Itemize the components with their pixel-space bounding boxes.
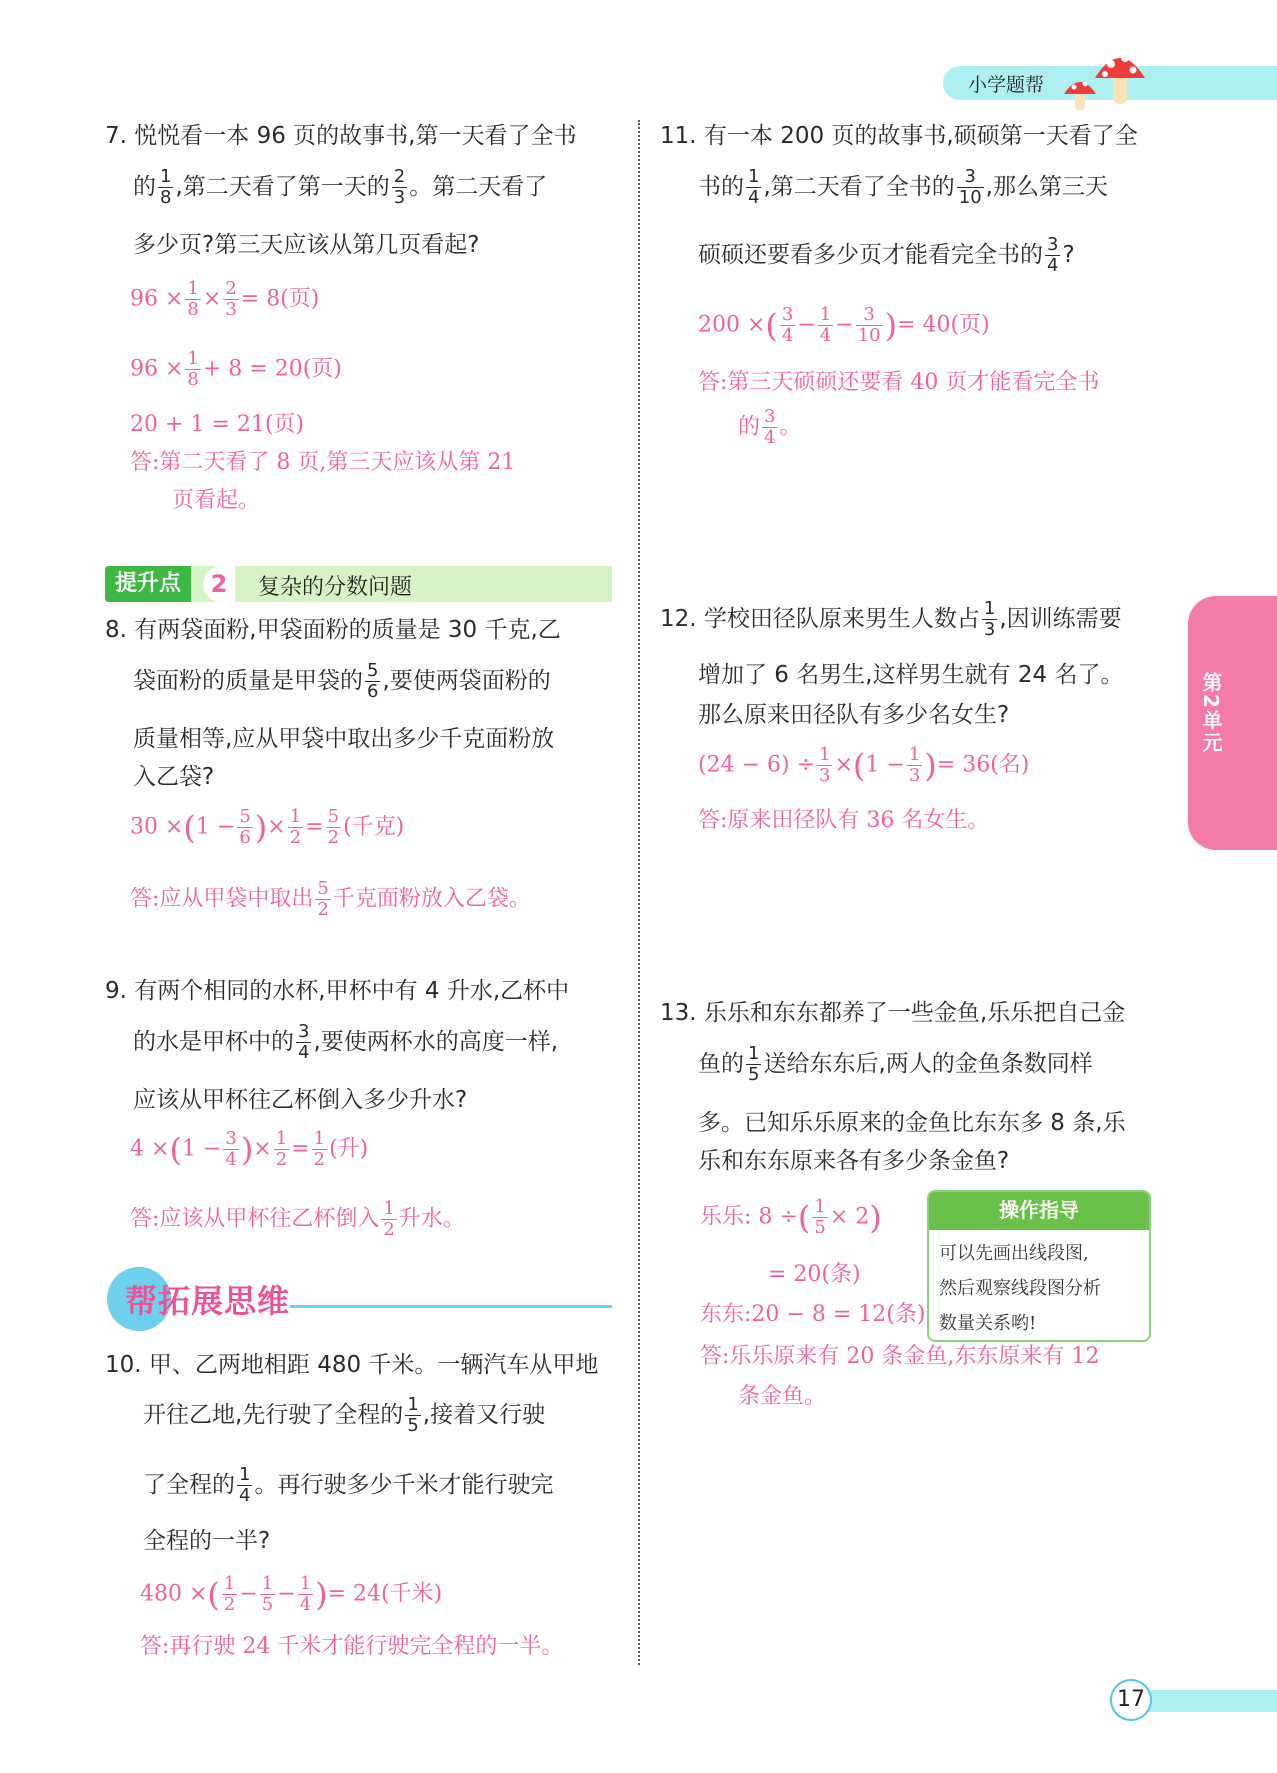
q9-answer-line2: 答:应该从甲杯往乙杯倒入 $\frac{1}{2}$ 升水。: [130, 1198, 465, 1240]
operation-guide-title: 操作指导: [929, 1192, 1149, 1230]
improvement-point-number: 2: [203, 566, 235, 602]
fraction: $\frac{2}{3}$: [393, 166, 406, 208]
q11-line1: [660, 123, 1138, 151]
operation-guide-box: [927, 1190, 1151, 1342]
q13-answer-line5: 条金鱼。: [738, 1384, 827, 1409]
q7-answer-line2: 96 × $\frac{1}{8}$ + 8 = 20(页): [130, 348, 342, 390]
q7-line1: [105, 123, 576, 151]
q10-line3: 了全程的 $\frac{1}{4}$ 。再行驶多少千米才能行驶完: [143, 1464, 554, 1506]
q7-line3: 多少页?第三天应该从第几页看起?: [133, 232, 480, 258]
unit-side-tab-label: 第2单元: [1199, 672, 1223, 754]
improvement-point-badge: 提升点: [105, 566, 191, 602]
q7-answer-line5: 页看起。: [172, 488, 261, 513]
q8-answer-line1: 30 ×(1 − $\frac{5}{6}$ )× $\frac{1}{2}$ = $\frac{5}{2}$ (千克): [130, 806, 405, 848]
q9-number: 9.: [105, 978, 127, 1004]
fraction: $\frac{1}{3}$: [983, 598, 996, 640]
q8-line3: 质量相等,应从甲袋中取出多少千克面粉放: [133, 726, 555, 752]
q13-answer-line2: = 20(条): [768, 1262, 861, 1287]
q8-text: 有两袋面粉,甲袋面粉的质量是 30 千克,乙: [134, 617, 561, 643]
q8-number: 8.: [105, 617, 127, 643]
page-number-strip: [1140, 1690, 1277, 1712]
q12-answer-line1: (24 − 6) ÷ $\frac{1}{3}$ ×(1 − $\frac{1}{3}$ )= 36(名): [698, 744, 1030, 786]
improvement-point-title: 复杂的分数问题: [258, 575, 413, 600]
fraction: $\frac{3}{4}$: [1047, 234, 1059, 276]
q11-answer-line2: 答:第三天硕硕还要看 40 页才能看完全书: [698, 370, 1100, 395]
mushroom-icon: [1093, 46, 1147, 108]
q11-answer-line3: 的 $\frac{3}{4}$ 。: [738, 406, 802, 448]
q10-text: 甲、乙两地相距 480 千米。一辆汽车从甲地: [148, 1352, 599, 1378]
header-brand: 小学题帮: [968, 74, 1045, 96]
q10-number: 10.: [105, 1352, 142, 1378]
q11-line3: 硕硕还要看多少页才能看完全书的 $\frac{3}{4}$ ?: [698, 234, 1075, 276]
q8-answer-line2: 答:应从甲袋中取出 $\frac{5}{2}$ 千克面粉放入乙袋。: [130, 878, 531, 920]
q13-line1: [660, 1000, 1125, 1028]
guide-line: 可以先画出线段图,: [939, 1243, 1089, 1264]
q10-answer-line2: 答:再行驶 24 千米才能行驶完全程的一半。: [140, 1634, 564, 1659]
fraction: $\frac{1}{4}$: [748, 166, 760, 208]
q13-line2: 鱼的 $\frac{1}{5}$ 送给东东后,两人的金鱼条数同样: [698, 1043, 1093, 1085]
q13-number: 13.: [660, 1000, 697, 1026]
guide-line: 然后观察线段图分析: [939, 1278, 1101, 1299]
q7-answer-line1: 96 × $\frac{1}{8}$ × $\frac{2}{3}$ = 8(页): [130, 278, 320, 320]
fraction: $\frac{1}{4}$: [239, 1464, 251, 1506]
q13-answer-line3: 东东:20 − 8 = 12(条): [700, 1302, 926, 1327]
fraction: $\frac{1}{5}$: [748, 1043, 760, 1085]
operation-guide-text: [929, 1230, 1149, 1342]
q8-line2: 袋面粉的质量是甲袋的 $\frac{5}{6}$ ,要使两袋面粉的: [133, 660, 551, 702]
q8-line4: 入乙袋?: [133, 764, 215, 790]
mushroom-small-icon: [1063, 74, 1097, 112]
q10-line2: 开往乙地,先行驶了全程的 $\frac{1}{5}$ ,接着又行驶: [143, 1394, 546, 1436]
fraction: $\frac{5}{6}$: [367, 660, 379, 702]
guide-line: 数量关系哟!: [939, 1313, 1037, 1334]
q7-number: 7.: [105, 123, 127, 149]
section-rule: [290, 1305, 612, 1308]
q10-line4: 全程的一半?: [143, 1528, 271, 1554]
fraction: $\frac{3}{10}$: [958, 166, 982, 208]
q7-text: ,第二天看了第一天的: [175, 174, 390, 200]
q10-line1: [105, 1352, 598, 1380]
q10-answer-line1: 480 ×( $\frac{1}{2}$ − $\frac{1}{5}$ − $\frac{1}{4}$ )= 24(千米): [140, 1573, 443, 1615]
q13-line3: 多。已知乐乐原来的金鱼比东东多 8 条,乐: [698, 1110, 1126, 1136]
q7-answer-line4: 答:第二天看了 8 页,第三天应该从第 21: [130, 450, 516, 475]
q12-line2: 增加了 6 名男生,这样男生就有 24 名了。: [698, 662, 1124, 688]
q12-line3: 那么原来田径队有多少名女生?: [698, 702, 1010, 728]
fraction: $\frac{1}{8}$: [160, 166, 172, 208]
q9-line3: 应该从甲杯往乙杯倒入多少升水?: [133, 1087, 468, 1113]
q12-answer-line2: 答:原来田径队有 36 名女生。: [698, 808, 990, 833]
q7-text: 悦悦看一本 96 页的故事书,第一天看了全书: [134, 123, 577, 149]
q7-text: 的: [133, 174, 156, 200]
q7-text: 。第二天看了: [409, 174, 548, 200]
q9-answer-line1: 4 ×(1 − $\frac{3}{4}$ )× $\frac{1}{2}$ = $\frac{1}{2}$ (升): [130, 1128, 369, 1170]
section-title: 帮拓展思维: [125, 1282, 291, 1320]
q9-line2: 的水是甲杯中的 $\frac{3}{4}$ ,要使两杯水的高度一样,: [133, 1021, 559, 1063]
q11-number: 11.: [660, 123, 697, 149]
q11-answer-line1: 200 ×( $\frac{3}{4}$ − $\frac{1}{4}$ − $\frac{3}{10}$ )= 40(页): [698, 304, 990, 346]
q8-line1: [105, 617, 561, 645]
column-divider: [638, 120, 640, 1665]
q7-line2: [133, 168, 547, 207]
page-number: 17: [1110, 1679, 1152, 1721]
q11-text: 有一本 200 页的故事书,硕硕第一天看了全: [703, 123, 1138, 149]
q13-answer-line1: 乐乐: 8 ÷( $\frac{1}{5}$ × 2): [700, 1196, 882, 1238]
q9-text: 有两个相同的水杯,甲杯中有 4 升水,乙杯中: [134, 978, 570, 1004]
q12-number: 12.: [660, 606, 697, 632]
q12-line1: 12. 学校田径队原来男生人数占 $\frac{1}{3}$ ,因训练需要: [660, 598, 1122, 640]
q13-text: 乐乐和东东都养了一些金鱼,乐乐把自己金: [703, 1000, 1126, 1026]
q11-line2: 书的 $\frac{1}{4}$ ,第二天看了全书的 $\frac{3}{10}$ ,那么第三天: [698, 166, 1108, 208]
fraction: $\frac{3}{4}$: [298, 1021, 310, 1063]
q13-line4: 乐和东东原来各有多少条金鱼?: [698, 1148, 1010, 1174]
q9-line1: [105, 978, 569, 1006]
q13-answer-line4: 答:乐乐原来有 20 条金鱼,东东原来有 12: [700, 1344, 1100, 1369]
fraction: $\frac{1}{5}$: [407, 1394, 419, 1436]
q7-answer-line3: 20 + 1 = 21(页): [130, 412, 304, 437]
